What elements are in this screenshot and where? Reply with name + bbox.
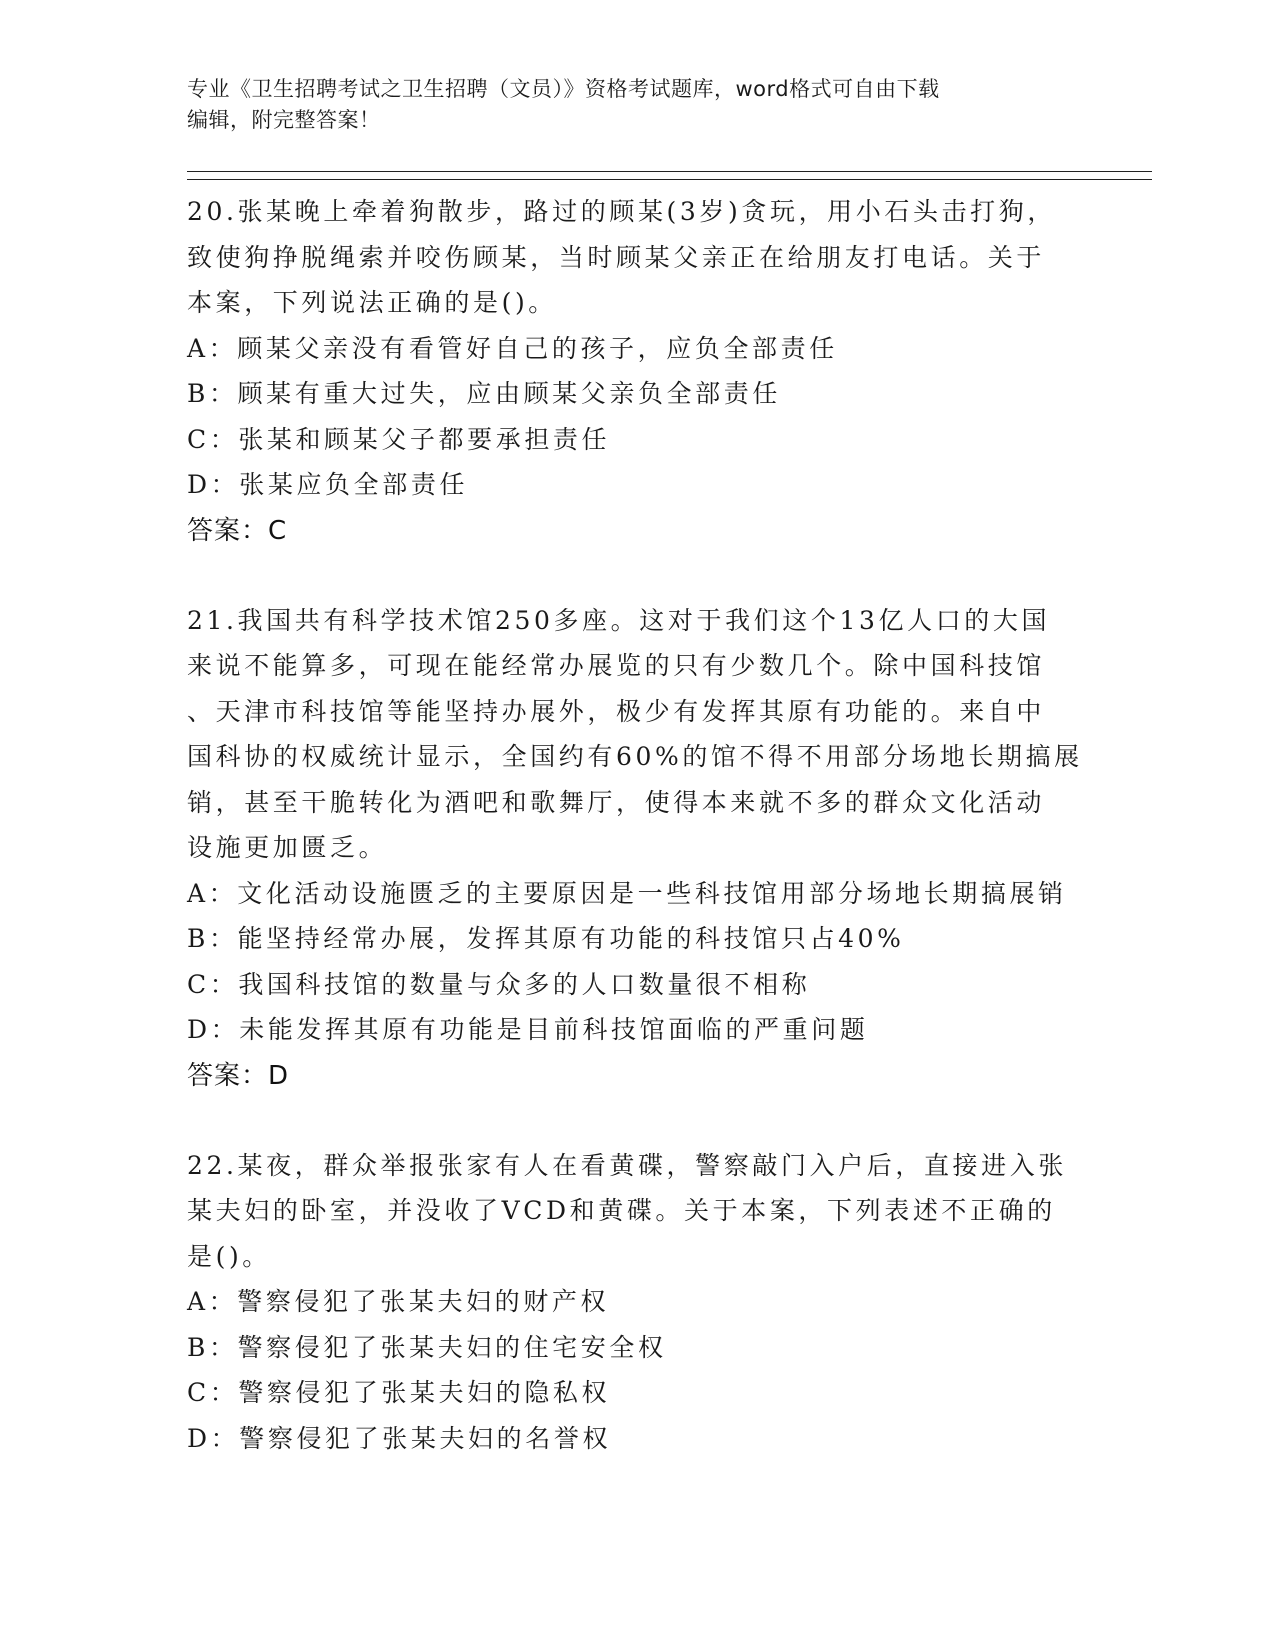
option-d: D：未能发挥其原有功能是目前科技馆面临的严重问题 xyxy=(187,1015,869,1044)
question-text-line: 设施更加匮乏。 xyxy=(187,833,388,862)
question-21 xyxy=(187,598,1087,1099)
option-a: A：文化活动设施匮乏的主要原因是一些科技馆用部分场地长期搞展销 xyxy=(187,878,1067,908)
option-c: C：张某和顾某父子都要承担责任 xyxy=(187,424,611,454)
header-divider-top xyxy=(187,171,1152,172)
option-a: A：顾某父亲没有看管好自己的孩子，应负全部责任 xyxy=(187,333,838,363)
question-text-line: 21.我国共有科学技术馆250多座。这对于我们这个13亿人口的大国 xyxy=(187,605,1051,635)
document-header xyxy=(187,74,1087,136)
question-text-line: 来说不能算多，可现在能经常办展览的只有少数几个。除中国科技馆 xyxy=(187,651,1046,680)
option-c: C：警察侵犯了张某夫妇的隐私权 xyxy=(187,1378,611,1407)
question-text-line: 22.某夜，群众举报张家有人在看黄碟，警察敲门入户后，直接进入张 xyxy=(187,1150,1067,1180)
question-text-line: 、天津市科技馆等能坚持办展外，极少有发挥其原有功能的。来自中 xyxy=(187,696,1046,726)
question-20 xyxy=(187,189,1087,554)
question-text-line: 销，甚至干脆转化为酒吧和歌舞厅，使得本来就不多的群众文化活动 xyxy=(187,787,1046,817)
header-divider-bottom xyxy=(187,179,1152,180)
option-b: B：能坚持经常办展，发挥其原有功能的科技馆只占40% xyxy=(187,924,905,953)
question-text-line: 某夫妇的卧室，并没收了VCD和黄碟。关于本案，下列表述不正确的 xyxy=(187,1196,1056,1225)
question-text-line: 20.张某晚上牵着狗散步，路过的顾某(3岁)贪玩，用小石头击打狗， xyxy=(187,197,1056,226)
header-line-2: 编辑，附完整答案！ xyxy=(187,108,381,132)
question-text-line: 国科协的权威统计显示，全国约有60%的馆不得不用部分场地长期搞展 xyxy=(187,742,1083,771)
question-text-line: 致使狗挣脱绳索并咬伤顾某，当时顾某父亲正在给朋友打电话。关于 xyxy=(187,242,1046,272)
question-22 xyxy=(187,1143,1087,1462)
option-b: B：顾某有重大过失，应由顾某父亲负全部责任 xyxy=(187,379,781,408)
option-d: D：张某应负全部责任 xyxy=(187,470,469,499)
header-line-1: 专业《卫生招聘考试之卫生招聘（文员）》资格考试题库，word格式可自由下载 xyxy=(187,77,940,101)
question-list xyxy=(187,189,1087,1461)
question-text-line: 本案，下列说法正确的是()。 xyxy=(187,288,557,317)
option-d: D：警察侵犯了张某夫妇的名誉权 xyxy=(187,1423,612,1453)
option-b: B：警察侵犯了张某夫妇的住宅安全权 xyxy=(187,1332,667,1362)
option-c: C：我国科技馆的数量与众多的人口数量很不相称 xyxy=(187,969,811,999)
question-text-line: 是()。 xyxy=(187,1241,271,1271)
option-a: A：警察侵犯了张某夫妇的财产权 xyxy=(187,1287,610,1316)
answer-label: 答案：D xyxy=(187,1060,290,1091)
answer-label: 答案：C xyxy=(187,515,288,546)
